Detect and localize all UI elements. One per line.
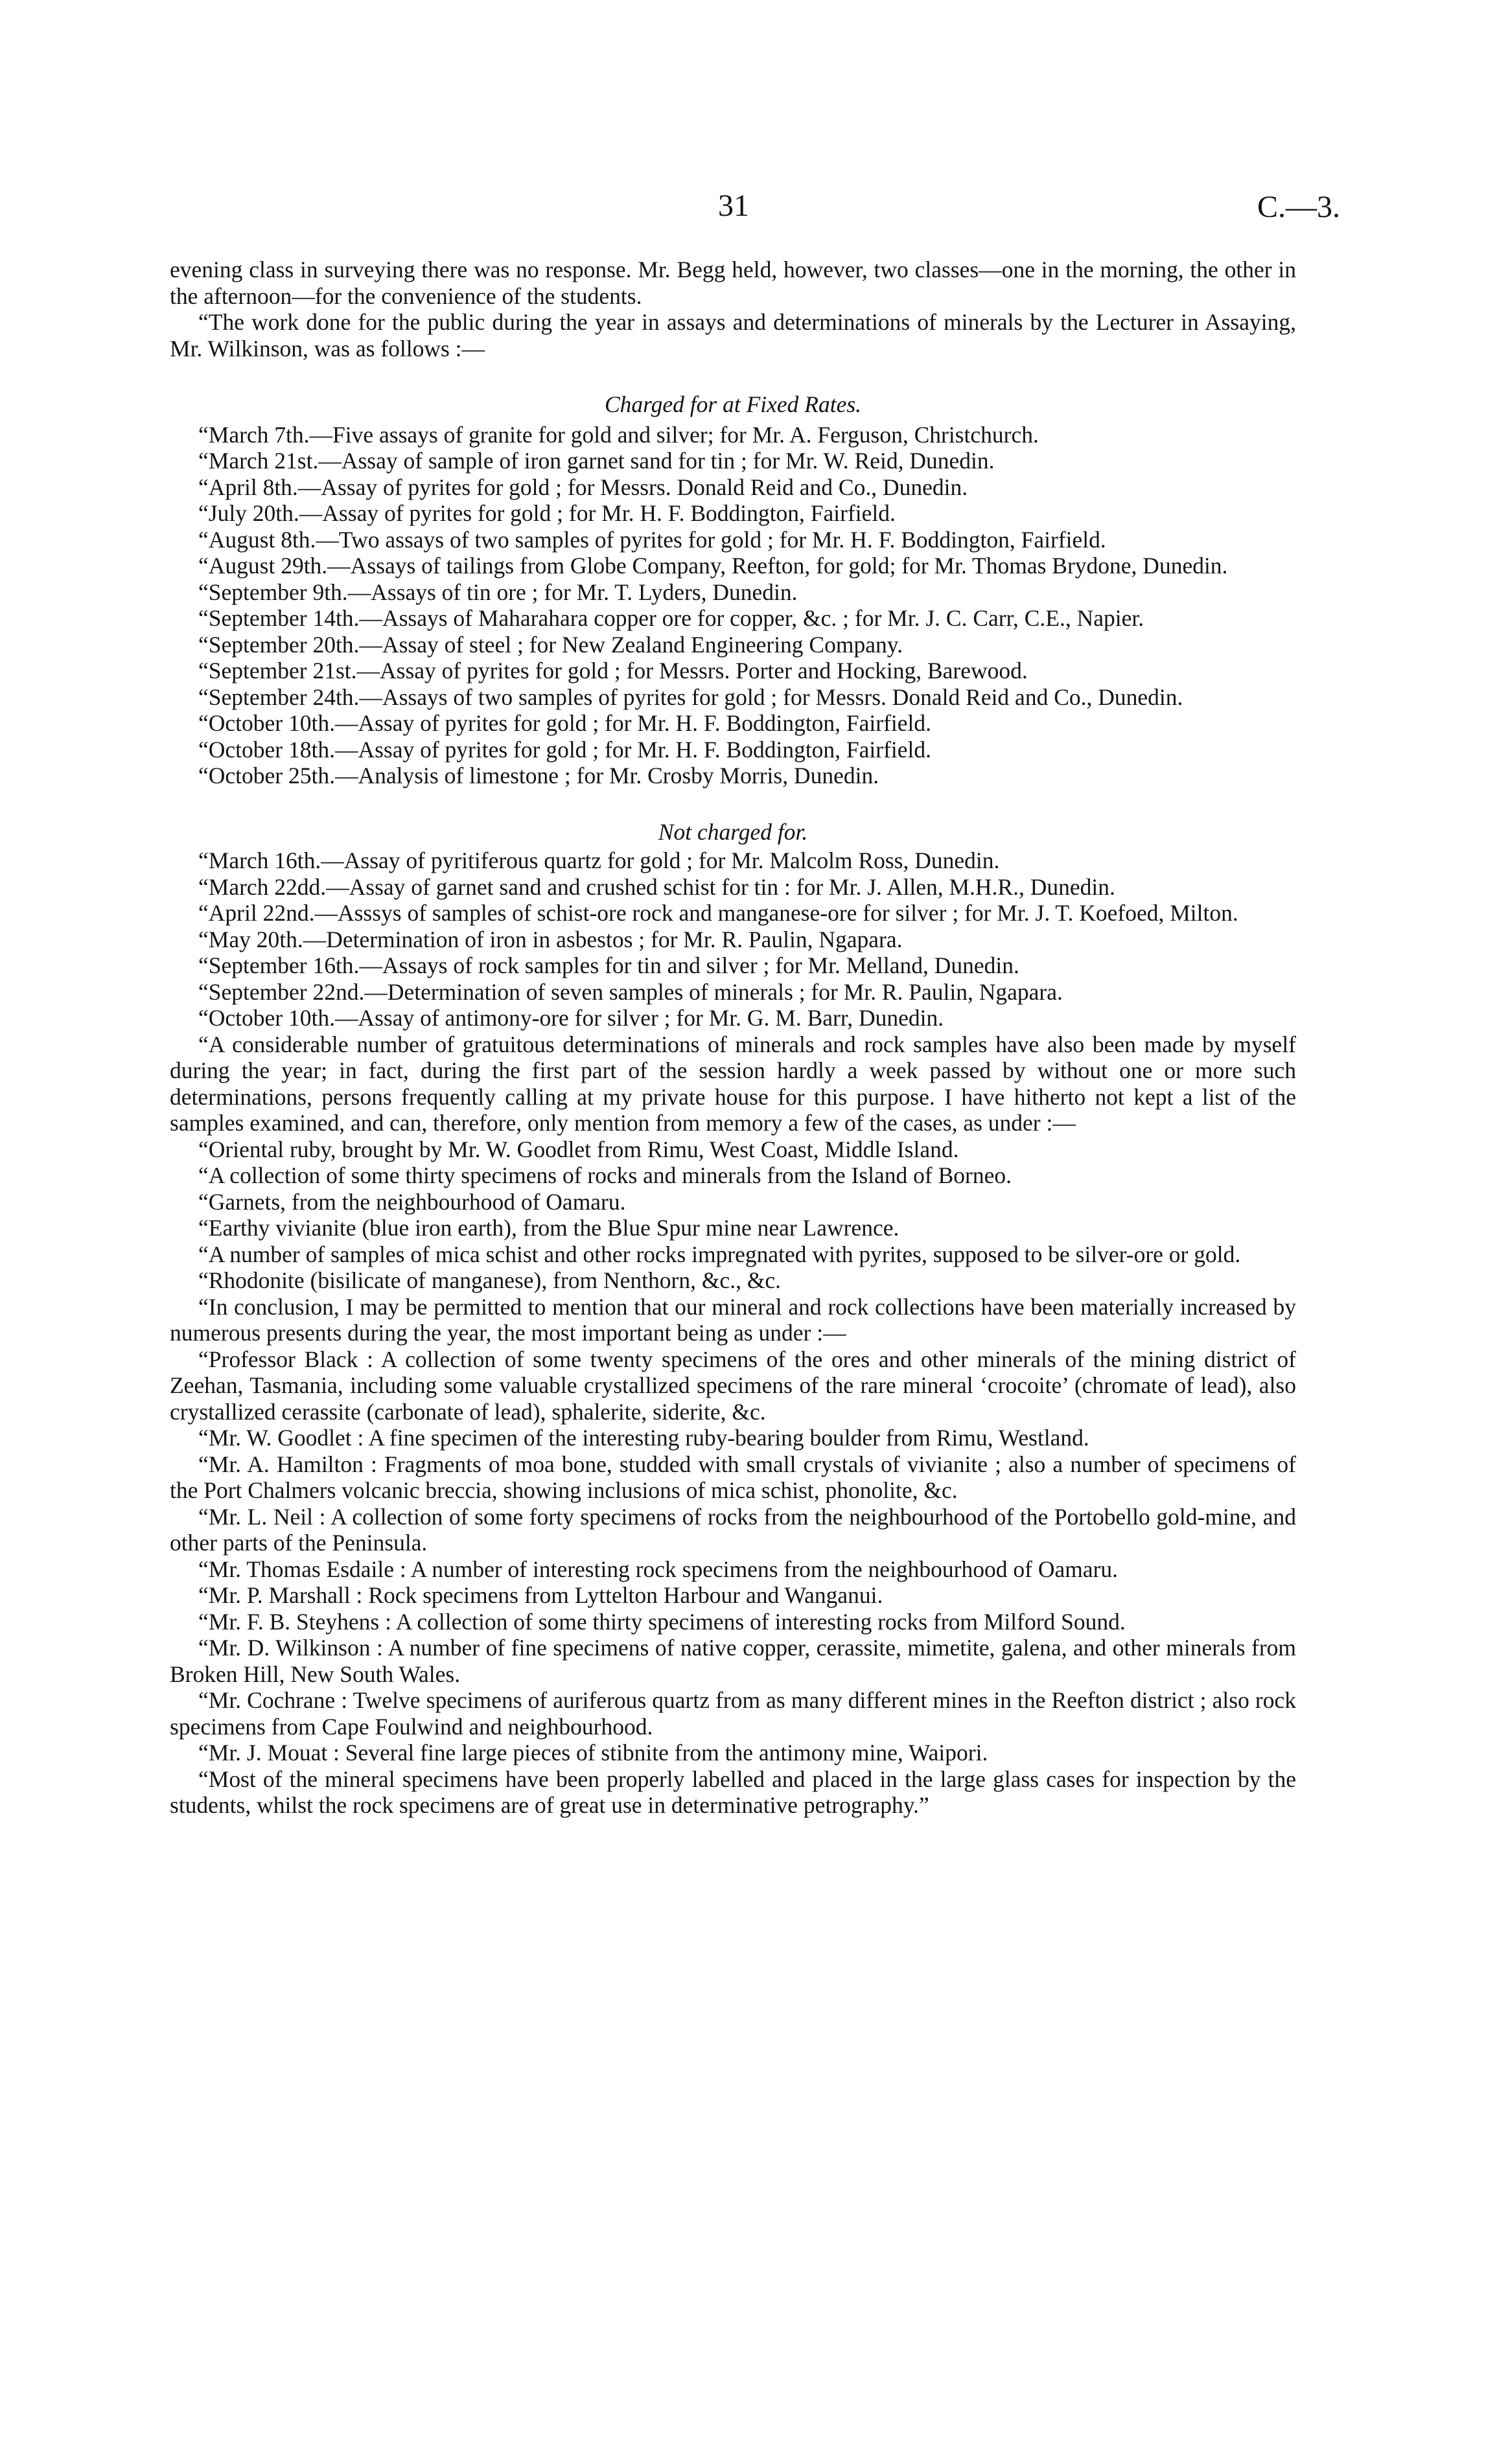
charged-entry: “September 20th.—Assay of steel ; for New Zealand Engineering Company. [198,631,903,658]
not-charged-entry: “March 16th.—Assay of pyritiferous quartz for gold ; for Mr. Malcolm Ross, Dunedin. [198,847,1000,873]
gratuitous-item: “Garnets, from the neighbourhood of Oamaru. [198,1188,626,1215]
gratuitous-item: “A number of samples of mica schist and other rocks impregnated with pyrites, supposed to be silver-ore or gold. [198,1241,1241,1267]
not-charged-entry: “September 16th.—Assays of rock samples for tin and silver ; for Mr. Melland, Dunedin. [198,952,1019,978]
charged-entry: “March 21st.—Assay of sample of iron garnet sand for tin ; for Mr. W. Reid, Dunedin. [198,448,995,474]
not-charged-entry: “March 22dd.—Assay of garnet sand and crushed schist for tin : for Mr. J. Allen, M.H.R., Dunedin. [198,873,1115,900]
charged-entry: “April 8th.—Assay of pyrites for gold ; for Messrs. Donald Reid and Co., Dunedin. [198,474,968,500]
presents-item-final: “Most of the mineral specimens have been properly labelled and placed in the large glass cases for inspection by the students, whilst the rock specimens are of great use in determinative petrography.” [170,1766,1296,1818]
not-charged-entry: “October 10th.—Assay of antimony-ore for silver ; for Mr. G. M. Barr, Dunedin. [198,1005,944,1031]
charged-entry: “October 18th.—Assay of pyrites for gold ; for Mr. H. F. Boddington, Fairfield. [198,736,932,763]
charged-entry: “September 21st.—Assay of pyrites for gold ; for Messrs. Porter and Hocking, Barewood. [198,658,1028,684]
charged-entry: “March 7th.—Five assays of granite for gold and silver; for Mr. A. Ferguson, Christchurch. [198,421,1039,448]
gratuitous-item: “A collection of some thirty specimens of rocks and minerals from the Island of Borneo. [198,1162,1012,1188]
presents-item: “Mr. Thomas Esdaile : A number of interesting rock specimens from the neighbourhood of Oamaru. [198,1556,1119,1582]
presents-item: “Mr. Cochrane : Twelve specimens of auriferous quartz from as many different mines in the Reefton district ; also rock specimens from Cape Foulwind and neighbourhood. [170,1687,1296,1740]
intro-paragraph: “The work done for the public during the year in assays and determinations of minerals by the Lecturer in Assaying, Mr. Wilkinson, was as follows :— [170,309,1296,362]
presents-item: “Mr. D. Wilkinson : A number of fine specimens of native copper, cerassite, mimetite, galena, and other minerals from Broken Hill, New South Wales. [170,1635,1296,1687]
presents-item: “Professor Black : A collection of some twenty specimens of the ores and other minerals of the mining district of Zeehan, Tasmania, including some valuable crystallized specimens of the rare mineral ‘crocoite’ (chromate of lead), also crystallized cerassite (carbonate of lead), sphalerite, siderite, &c. [170,1346,1296,1425]
document-code: C.—3. [1257,190,1341,224]
section-heading-charged: Charged for at Fixed Rates. [604,391,862,417]
presents-item: “Mr. A. Hamilton : Fragments of moa bone, studded with small crystals of vivianite ; also a number of specimens of the Port Chalmers volcanic breccia, showing inclusions of mica schist, phonolite, &c. [170,1451,1296,1503]
presents-item: “Mr. P. Marshall : Rock specimens from Lyttelton Harbour and Wanganui. [198,1582,883,1608]
charged-entry: “August 8th.—Two assays of two samples of pyrites for gold ; for Mr. H. F. Boddington, Fairfield. [198,526,1106,553]
section-heading-not-charged: Not charged for. [658,818,808,845]
not-charged-entry: “April 22nd.—Asssys of samples of schist-ore rock and manganese-ore for silver ; for Mr. J. T. Koefoed, Milton. [198,900,1238,926]
charged-entry: “September 24th.—Assays of two samples of pyrites for gold ; for Messrs. Donald Reid and Co., Dunedin. [198,684,1183,710]
charged-entry: “July 20th.—Assay of pyrites for gold ; for Mr. H. F. Boddington, Fairfield. [198,500,896,526]
page-body [170,257,1296,1819]
presents-item: “Mr. J. Mouat : Several fine large pieces of stibnite from the antimony mine, Waipori. [198,1740,988,1766]
gratuitous-item: “Rhodonite (bisilicate of manganese), from Nenthorn, &c., &c. [198,1267,782,1293]
presents-item: “Mr. F. B. Steyhens : A collection of some thirty specimens of interesting rocks from Milford Sound. [198,1608,1126,1635]
intro-paragraph-continued: evening class in surveying there was no response. Mr. Begg held, however, two classes—one in the morning, the other in the afternoon—for the convenience of the students. [170,257,1296,309]
charged-entry: “August 29th.—Assays of tailings from Globe Company, Reefton, for gold; for Mr. Thomas Brydone, Dunedin. [198,553,1228,579]
presents-item: “Mr. L. Neil : A collection of some forty specimens of rocks from the neighbourhood of the Portobello gold-mine, and other parts of the Peninsula. [170,1503,1296,1556]
not-charged-entry: “September 22nd.—Determination of seven samples of minerals ; for Mr. R. Paulin, Ngapara. [198,978,1063,1005]
charged-entry: “October 25th.—Analysis of limestone ; for Mr. Crosby Morris, Dunedin. [198,763,879,789]
charged-entry: “September 14th.—Assays of Maharahara copper ore for copper, &c. ; for Mr. J. C. Carr, C.E., Napier. [198,605,1144,631]
gratuitous-intro: “A considerable number of gratuitous determinations of minerals and rock samples have also been made by myself during the year; in fact, during the first part of the session hardly a week passed by without one or more such determinations, persons frequently calling at my private house for this purpose. I have hitherto not kept a list of the samples examined, and can, therefore, only mention from memory a few of the cases, as under :— [170,1031,1296,1136]
charged-entry: “October 10th.—Assay of pyrites for gold ; for Mr. H. F. Boddington, Fairfield. [198,710,932,736]
presents-item: “Mr. W. Goodlet : A fine specimen of the interesting ruby-bearing boulder from Rimu, Westland. [198,1425,1089,1451]
page-number: 31 [718,189,749,223]
gratuitous-item: “Oriental ruby, brought by Mr. W. Goodlet from Rimu, West Coast, Middle Island. [198,1136,959,1162]
not-charged-entry: “May 20th.—Determination of iron in asbestos ; for Mr. R. Paulin, Ngapara. [198,926,903,952]
charged-entry: “September 9th.—Assays of tin ore ; for Mr. T. Lyders, Dunedin. [198,579,798,605]
gratuitous-item: “Earthy vivianite (blue iron earth), from the Blue Spur mine near Lawrence. [198,1215,899,1241]
presents-intro: “In conclusion, I may be permitted to mention that our mineral and rock collections have been materially increased by numerous presents during the year, the most important being as under :— [170,1293,1296,1346]
